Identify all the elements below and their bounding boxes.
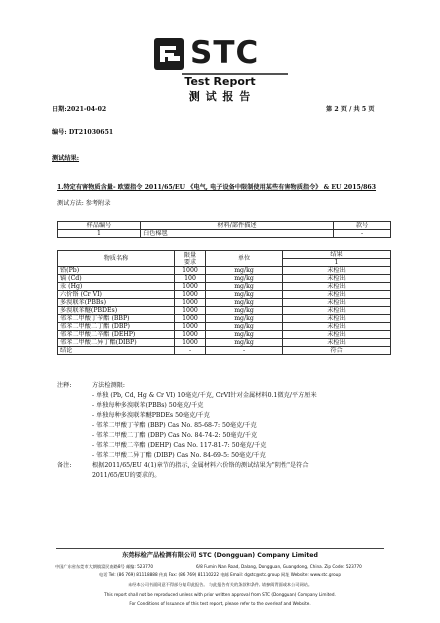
test-method: 测试方法: 参考附录 (57, 200, 111, 207)
remark-label: 备注: (57, 462, 72, 469)
table-row: 镉 (Cd) 100 mg/kg 未检出 (58, 275, 391, 283)
table-header: 物质名称 (58, 251, 175, 267)
brand-name: STC (190, 35, 260, 71)
table-row: 铅(Pb) 1000 mg/kg 未检出 (58, 267, 391, 275)
footer-divider (56, 548, 384, 549)
results-title: 测试结果: (52, 155, 80, 162)
notes-label: 注释: (57, 382, 72, 389)
table-header: 款号 (334, 222, 391, 230)
table-header: 单位 (206, 251, 283, 267)
item-title: 1.特定有害物质含量- 欧盟指令 2011/65/EU 《电气, 电子设备中限制使用某些有害物质指令》 & EU 2015/863 (57, 184, 377, 191)
table-header: 样品编号 (58, 222, 141, 230)
table-row: 邻苯二甲酸丁苄酯 (BBP) 1000 mg/kg 未检出 (58, 315, 391, 323)
table-row: 六价铬 (Cr VI) 1000 mg/kg 未检出 (58, 291, 391, 299)
footer-contact: 电话 Tel: (86 769) 81118888 传真 Fax: (86 769) 81110222 电邮 Email: dgstc@stc.group 网址 Website: www.stc.group (99, 572, 341, 577)
footer-company: 东莞标检产品检测有限公司 STC (Dongguan) Company Limited (122, 552, 318, 559)
table-row: 邻苯二甲酸二异丁酯(DIBP) 1000 mg/kg 未检出 (58, 339, 391, 347)
note-line: - 邻苯二甲酸二丁酯 (DBP) Cas No. 84-74-2: 50毫克/千克 (92, 432, 258, 439)
note-line: - 单独每种多溴联苯醚PBDEs 50毫克/千克 (92, 412, 210, 419)
table-header: 1 (283, 259, 391, 267)
table-header: 结果 (283, 251, 391, 259)
table-row: 结论 - - 符合 (58, 347, 391, 355)
result-table (57, 250, 391, 355)
note-line: - 邻苯二甲酸二异丁酯 (DIBP) Cas No. 84-69-5: 50毫克/千克 (92, 452, 266, 459)
note-line: - 单独每种多溴联苯(PBBs) 50毫克/千克 (92, 402, 204, 409)
footer-notice-en-1: This report shall not be reproduced unless with prior written approval from STC (Dongguan) Company Limited. (104, 592, 336, 597)
table-header: 限量 要求 (175, 251, 206, 267)
report-date: 日期:2021-04-02 (52, 106, 107, 113)
note-line: - 邻苯二甲酸丁苄酯 (BBP) Cas No. 85-68-7: 50毫克/千克 (92, 422, 257, 429)
report-title-en: Test Report (184, 75, 256, 88)
table-row: 邻苯二甲酸二辛酯 (DEHP) 1000 mg/kg 未检出 (58, 331, 391, 339)
report-number: 编号: DT21030651 (52, 129, 114, 136)
note-line: - 邻苯二甲酸二辛酯 (DEHP) Cas No. 117-81-7: 50毫克/千克 (92, 442, 267, 449)
sample-table (57, 221, 391, 238)
footer-notice-en-2: For Conditions of Issuance of this test report, please refer to the overleaf and Website. (129, 601, 311, 606)
table-header: 材料/部件描述 (141, 222, 334, 230)
note-line: - 单独 (Pb, Cd, Hg & Cr VI) 10毫克/千克, CrVI针对金属材料0.1微克/平方厘米 (92, 392, 317, 399)
report-title-cn: 测 试 报 告 (188, 90, 252, 103)
remark-text: 2011/65/EU的要求的。 (92, 472, 161, 479)
footer-address-en: 6/8 Fumin Nan Road, Dalang, Dongguan, Guangdong, China. Zip Code: 523770 (196, 564, 362, 569)
table-row: 多溴联苯醚(PBDEs) 1000 mg/kg 未检出 (58, 307, 391, 315)
table-row: 汞 (Hg) 1000 mg/kg 未检出 (58, 283, 391, 291)
table-row: 多溴联苯(PBBs) 1000 mg/kg 未检出 (58, 299, 391, 307)
method-limit-label: 方法检测限: (92, 382, 126, 389)
table-row: 1 白色棉毯 - (58, 230, 391, 238)
footer-address-cn: 中国广东省东莞市大朗镇富民南路8号 邮编: 523770 (55, 564, 154, 569)
page-number: 第 2 页 / 共 5 页 (326, 106, 375, 113)
table-row: 邻苯二甲酸二丁酯 (DBP) 1000 mg/kg 未检出 (58, 323, 391, 331)
footer-notice-cn: 未经本公司书面同意不得部分复印此报告。 与此报告有关的条款和条件, 请参阅背面或本公司网站。 (127, 582, 313, 587)
remark-text: 根据2011/65/EU 4(1)章节的指示, 金属材料六价铬的测试结果为"阴性"是符合 (92, 462, 309, 469)
